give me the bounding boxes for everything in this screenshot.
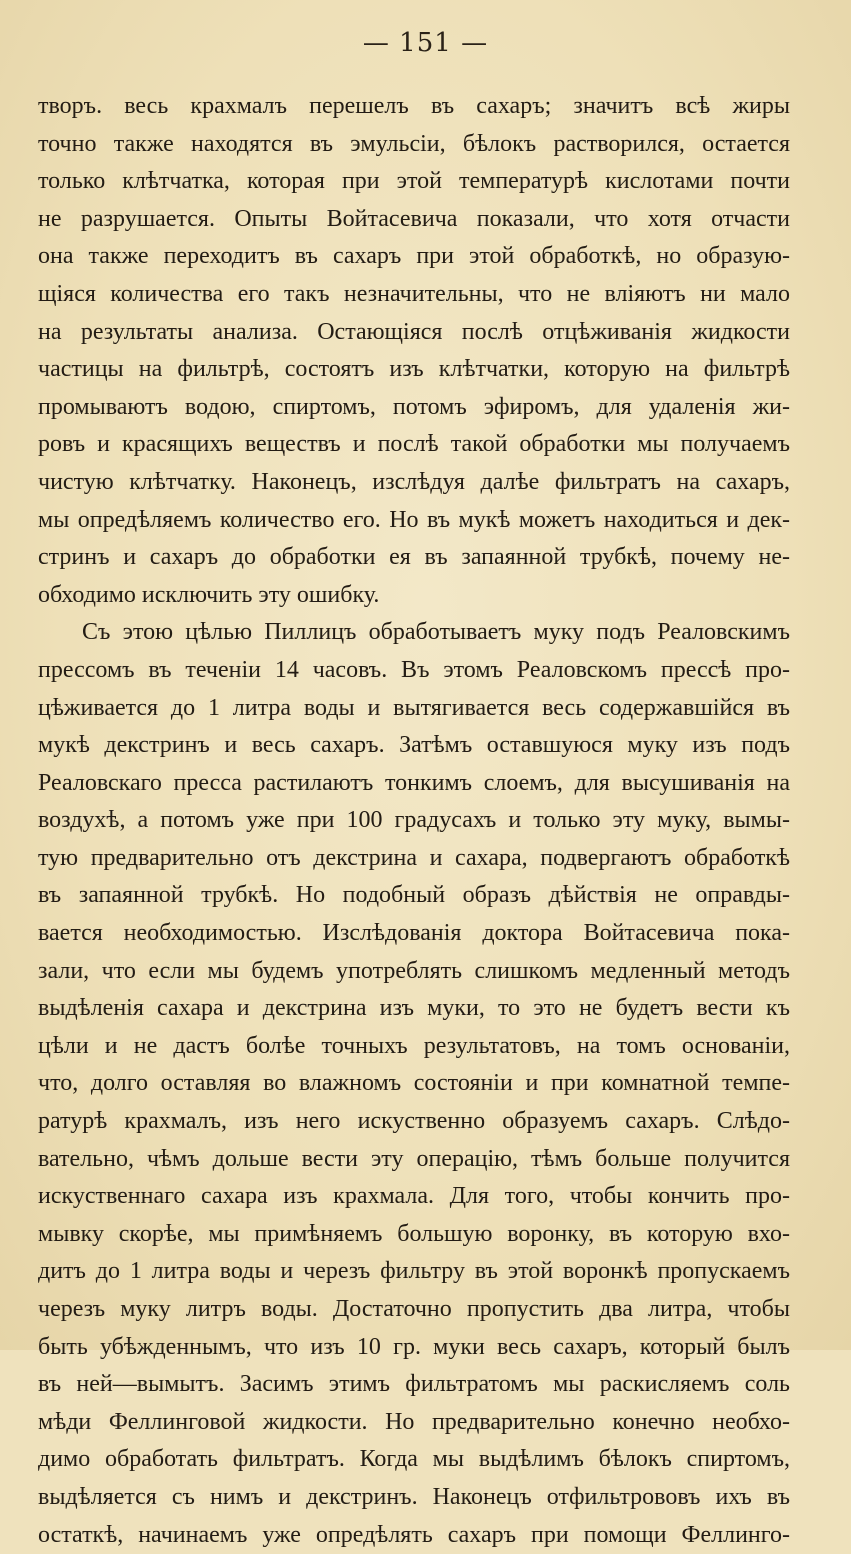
text-line: воздухѣ, а потомъ уже при 100 градусахъ и только эту муку, вымы-: [38, 807, 790, 834]
text-line: цѣли и не дастъ болѣе точныхъ результатовъ, на томъ основаніи,: [38, 1032, 790, 1059]
text-line: димо обработать фильтратъ. Когда мы выдѣлимъ бѣлокъ спиртомъ,: [38, 1446, 790, 1473]
text-line: зали, что если мы будемъ употреблять слишкомъ медленный методъ: [38, 957, 790, 984]
text-line: вается необходимостью. Изслѣдованія доктора Войтасевича пока-: [38, 920, 790, 947]
text-line: обходимо исключить эту ошибку.: [38, 581, 380, 608]
text-line: въ запаянной трубкѣ. Но подобный образъ дѣйствія не оправды-: [38, 882, 790, 909]
text-line: Съ этою цѣлью Пиллицъ обработываетъ муку подъ Реаловскимъ: [82, 619, 790, 646]
text-line: чистую клѣтчатку. Наконецъ, изслѣдуя далѣе фильтратъ на сахаръ,: [38, 468, 790, 495]
text-line: ратурѣ крахмалъ, изъ него искуственно образуемъ сахаръ. Слѣдо-: [38, 1108, 790, 1135]
text-line: тую предварительно отъ декстрина и сахара, подвергаютъ обработкѣ: [38, 844, 790, 871]
text-line: цѣживается до 1 литра воды и вытягивается весь содержавшійся въ: [38, 694, 790, 721]
text-line: выдѣляется съ нимъ и декстринъ. Наконецъ отфильтрововъ ихъ въ: [38, 1483, 790, 1510]
text-line: въ ней—вымытъ. Засимъ этимъ фильтратомъ мы раскисляемъ соль: [38, 1371, 790, 1398]
text-line: ровъ и красящихъ веществъ и послѣ такой обработки мы получаемъ: [38, 431, 790, 458]
text-line: частицы на фильтрѣ, состоятъ изъ клѣтчатки, которую на фильтрѣ: [38, 356, 790, 383]
text-line: стринъ и сахаръ до обработки ея въ запаянной трубкѣ, почему не-: [38, 544, 790, 571]
paragraph-1: [38, 88, 790, 614]
text-line: вательно, чѣмъ дольше вести эту операцію, тѣмъ больше получится: [38, 1145, 790, 1172]
text-line: мѣди Феллинговой жидкости. Но предварительно конечно необхо-: [38, 1408, 790, 1435]
text-line: щіяся количества его такъ незначительны, что не вліяютъ ни мало: [38, 280, 790, 307]
text-line: мукѣ декстринъ и весь сахаръ. Затѣмъ оставшуюся муку изъ подъ: [38, 732, 790, 759]
text-line: быть убѣжденнымъ, что изъ 10 гр. муки весь сахаръ, который былъ: [38, 1333, 790, 1360]
paragraph-2: [38, 614, 790, 1554]
text-line: она также переходитъ въ сахаръ при этой обработкѣ, но образую-: [38, 243, 790, 270]
text-line: не разрушается. Опыты Войтасевича показали, что хотя отчасти: [38, 205, 790, 232]
text-line: на результаты анализа. Остающіяся послѣ отцѣживанія жидкости: [38, 318, 790, 345]
text-line: прессомъ въ теченіи 14 часовъ. Въ этомъ Реаловскомъ прессѣ про-: [38, 656, 790, 683]
body-text: [38, 88, 790, 1554]
text-line: черезъ муку литръ воды. Достаточно пропустить два литра, чтобы: [38, 1296, 790, 1322]
text-line: промываютъ водою, спиртомъ, потомъ эфиромъ, для удаленія жи-: [38, 393, 790, 420]
page-number: — 151 —: [362, 28, 489, 58]
text-line: дитъ до 1 литра воды и черезъ фильтру въ этой воронкѣ пропускаемъ: [38, 1258, 790, 1285]
text-line: выдѣленія сахара и декстрина изъ муки, то это не будетъ вести къ: [38, 995, 790, 1022]
text-line: творъ. весь крахмалъ перешелъ въ сахаръ; значитъ всѣ жиры: [38, 93, 790, 119]
text-line: только клѣтчатка, которая при этой температурѣ кислотами почти: [38, 168, 790, 195]
text-line: искуственнаго сахара изъ крахмала. Для того, чтобы кончить про-: [38, 1183, 790, 1210]
text-line: что, долго оставляя во влажномъ состояніи и при комнатной темпе-: [38, 1070, 790, 1097]
text-line: точно также находятся въ эмульсіи, бѣлокъ растворился, остается: [38, 130, 790, 157]
text-line: мы опредѣляемъ количество его. Но въ мукѣ можетъ находиться и дек-: [38, 506, 790, 533]
text-line: остаткѣ, начинаемъ уже опредѣлять сахаръ при помощи Феллинго-: [38, 1521, 790, 1548]
text-line: мывку скорѣе, мы примѣняемъ большую воронку, въ которую вхо-: [38, 1220, 790, 1247]
text-line: Реаловскаго пресса растилаютъ тонкимъ слоемъ, для высушиванія на: [38, 769, 790, 796]
